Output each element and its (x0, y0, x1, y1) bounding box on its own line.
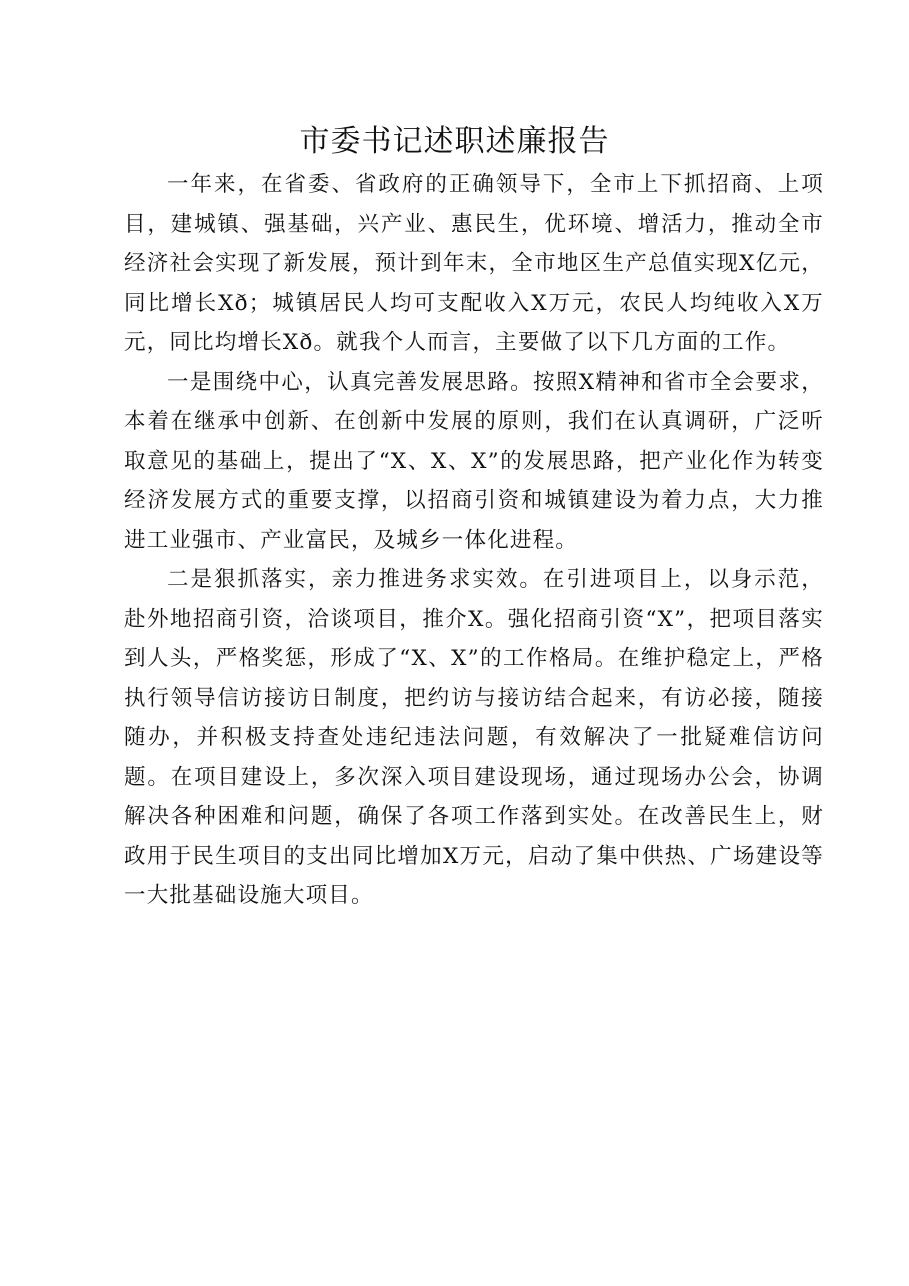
paragraph-development-ideas: 一是围绕中心，认真完善发展思路。按照X精神和省市全会要求，本着在继承中创新、在创新中发展的原则，我们在认真调研，广泛听取意见的基础上，提出了“X、X、X”的发展思路，把产业化作为转变经济发展方式的重要支撑，以招商引资和城镇建设为着力点，大力推进工业强市、产业富民，及城乡一体化进程。 (124, 369, 824, 553)
paragraph-intro: 一年来，在省委、省政府的正确领导下，全市上下抓招商、上项目，建城镇、强基础，兴产业、惠民生，优环境、增活力，推动全市经济社会实现了新发展，预计到年末，全市地区生产总值实现X亿元，同比增长Xð；城镇居民人均可支配收入X万元，农民人均纯收入X万元，同比均增长Xð。就我个人而言，主要做了以下几方面的工作。 (124, 172, 824, 355)
document-title: 市委书记述职述廉报告 (299, 124, 610, 159)
paragraph-implementation: 二是狠抓落实，亲力推进务求实效。在引进项目上，以身示范，赴外地招商引资，洽谈项目，推介X。强化招商引资“X”，把项目落实到人头，严格奖惩，形成了“X、X”的工作格局。在维护稳定上，严格执行领导信访接访日制度，把约访与接访结合起来，有访必接，随接随办，并积极支持查处违纪违法问题，有效解决了一批疑难信访问题。在项目建设上，多次深入项目建设现场，通过现场办公会，协调解决各种困难和问题，确保了各项工作落到实处。在改善民生上，财政用于民生项目的支出同比增加X万元，启动了集中供热、广场建设等一大批基础设施大项目。 (124, 567, 824, 908)
document-body (124, 165, 824, 916)
